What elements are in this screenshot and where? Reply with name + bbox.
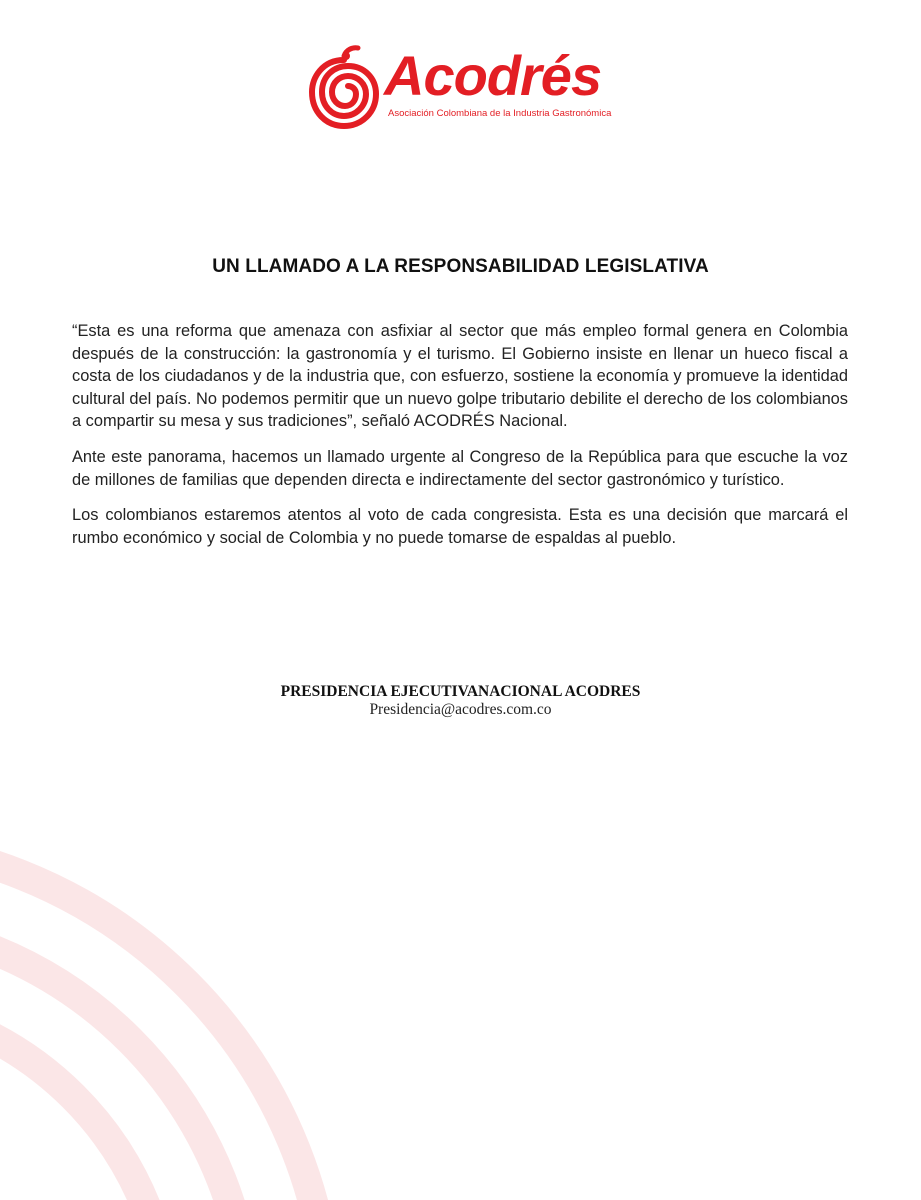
paragraph-2: Ante este panorama, hacemos un llamado urgente al Congreso de la República para que escuche la voz de millones de familias que dependen directa e indirectamente del sector gastronómico y turístico. xyxy=(72,447,848,489)
document-body xyxy=(72,320,848,562)
brand-name: Acodrés xyxy=(384,44,602,107)
paragraph-1: “Esta es una reforma que amenaza con asfixiar al sector que más empleo formal genera en Colombia después de la construcción: la gastronomía y el turismo. El Gobierno insiste en llenar un hueco fiscal a costa de los ciudadanos y de la industria que, con esfuerzo, sostiene la economía y promueve la identidad cultural del país. No podemos permitir que un nuevo golpe tributario debilite el derecho de los colombianos a compartir su mesa y sus tradiciones”, señaló ACODRÉS Nacional. xyxy=(72,322,848,431)
document-title: UN LLAMADO A LA RESPONSABILIDAD LEGISLATIVA xyxy=(212,256,709,277)
signature-email: Presidencia@acodres.com.co xyxy=(369,701,552,718)
brand-tagline: Asociación Colombiana de la Industria Gastronómica xyxy=(388,108,612,119)
paragraph-3: Los colombianos estaremos atentos al voto de cada congresista. Esta es una decisión que marcará el rumbo económico y social de Colombia y no puede tomarse de espaldas al pueblo. xyxy=(72,506,848,547)
signature-title: PRESIDENCIA EJECUTIVANACIONAL ACODRES xyxy=(280,683,641,700)
spiral-logo-icon xyxy=(308,44,380,132)
signature-block xyxy=(0,683,921,719)
brand-logo xyxy=(308,44,628,134)
